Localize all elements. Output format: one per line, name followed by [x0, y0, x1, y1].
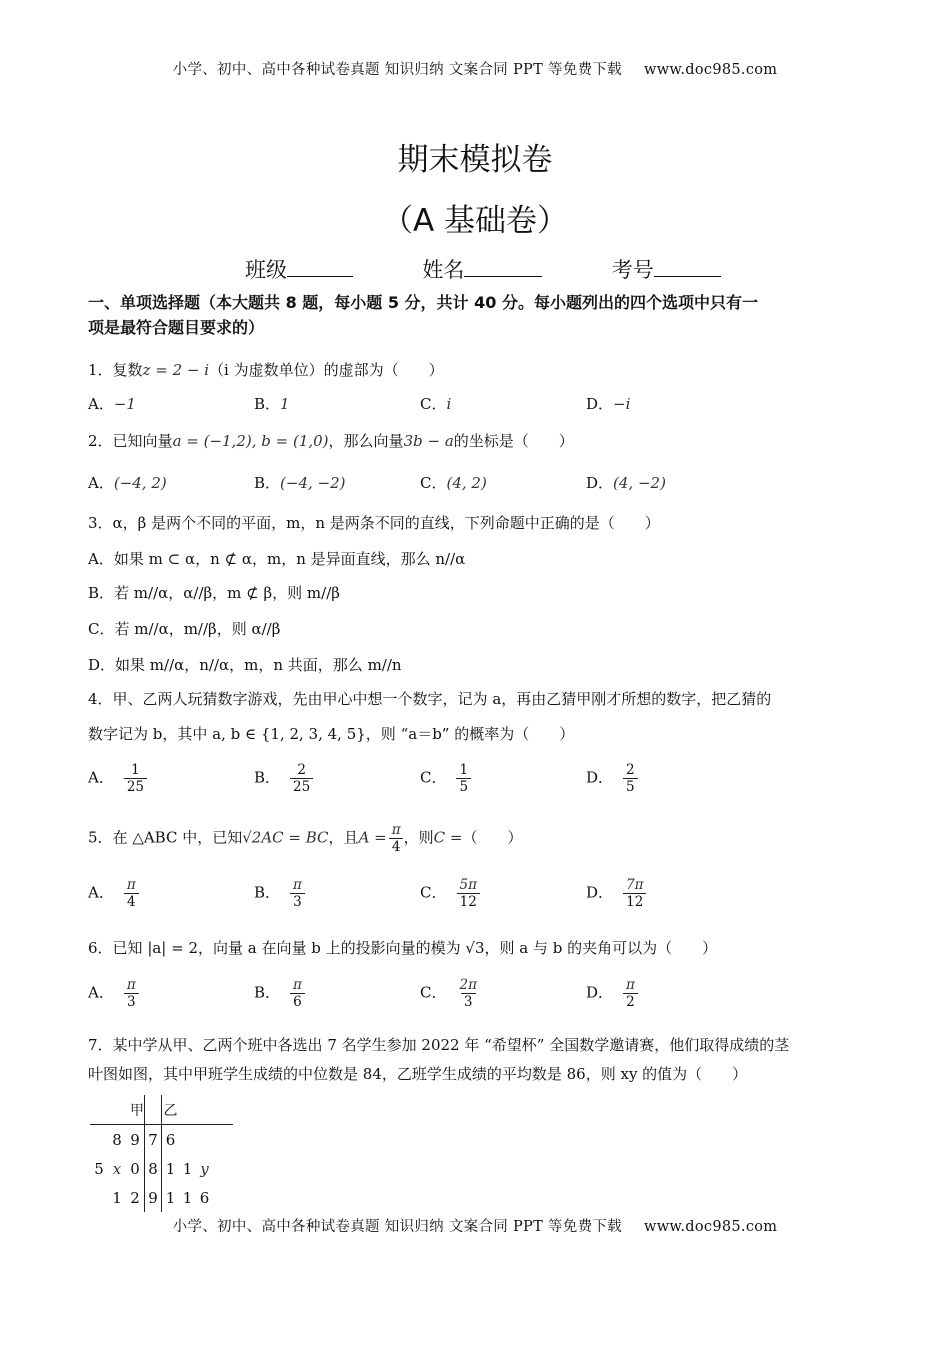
stem-leaf-row: 8 9 7 6 [90, 1125, 233, 1155]
question-2 [88, 430, 574, 451]
option-b[interactable]: B．若 m//α，α//β，m ⊄ β，则 m//β [88, 584, 340, 602]
question-7-line2: 叶图如图，其中甲班学生成绩的中位数是 84，乙班学生成绩的平均数是 86，则 xy 的值为（ ） [88, 1065, 748, 1083]
name-blank[interactable] [464, 256, 542, 277]
question-text: 已知 |a| = 2，向量 a 在向量 b 上的投影向量的模为 √3，则 a 与 b 的夹角可以为（ ） [112, 939, 718, 957]
stem-leaf-header [90, 1095, 233, 1125]
math-expr: z = 2 − i [142, 361, 210, 379]
option-a[interactable]: A．(−4, 2) [88, 474, 167, 492]
stem-leaf-row: 5 x 0 8 1 1 y [90, 1154, 233, 1183]
page-header [0, 58, 950, 79]
option-a[interactable]: A．−1 [88, 395, 136, 413]
question-7 [88, 1034, 789, 1055]
option-b[interactable]: B． $\frac{\pi}{3}$ [254, 877, 305, 910]
option-b[interactable]: B．1 [254, 395, 290, 413]
class-blank[interactable] [287, 256, 353, 277]
question-6 [88, 937, 717, 958]
option-c[interactable]: C．若 m//α，m//β，则 α//β [88, 620, 281, 638]
math-expr: C = [433, 828, 463, 847]
question-text: 复数 [112, 361, 143, 379]
question-text: 在 △ABC 中，已知 [112, 828, 243, 847]
question-1 [88, 359, 444, 380]
sqrt-sign: √ [242, 828, 252, 847]
stem-value: 9 [145, 1183, 162, 1212]
question-5 [88, 822, 522, 855]
question-text: 某中学从甲、乙两个班中各选出 7 名学生参加 2022 年 “希望杯” 全国数学邀请赛，他们取得成绩的茎 [112, 1036, 790, 1054]
question-text: 已知向量 [112, 432, 173, 450]
question-number: 7． [88, 1036, 113, 1054]
question-number: 2． [88, 432, 113, 450]
name-label: 姓名 [422, 258, 465, 282]
option-a[interactable]: A．如果 m ⊂ α，n ⊄ α，m，n 是异面直线，那么 n//α [88, 550, 466, 568]
option-b[interactable]: B． $\frac{\pi}{6}$ [254, 977, 305, 1010]
page-subtitle: （A 基础卷） [381, 203, 569, 239]
page-title: 期末模拟卷 [397, 142, 553, 178]
option-c[interactable]: C．i [420, 395, 452, 413]
stem-leaf-plot [90, 1095, 233, 1212]
question-text: ，那么向量 [328, 432, 404, 450]
section-heading [88, 290, 868, 340]
option-a[interactable]: A． $\frac{1}{25}$ [88, 762, 147, 795]
question-text: ，则 [403, 828, 434, 847]
stem-value: 8 [145, 1154, 162, 1183]
number-blank[interactable] [654, 256, 721, 277]
option-c[interactable]: C． $\frac{2\pi}{3}$ [420, 977, 477, 1010]
section-heading-line1: 一、单项选择题（本大题共 8 题，每小题 5 分，共计 40 分。每小题列出的四个选项中只有一 [88, 293, 758, 312]
option-c[interactable]: C． $\frac{1}{5}$ [420, 762, 471, 795]
question-3 [88, 512, 660, 533]
option-b[interactable]: B．(−4, −2) [254, 474, 346, 492]
math-expr: 2AC = BC [251, 828, 329, 847]
question-number: 1． [88, 361, 113, 379]
question-text: ，且 [328, 828, 359, 847]
question-text: （i 为虚数单位）的虚部为（ ） [209, 361, 444, 379]
option-d[interactable]: D． $\frac{2}{5}$ [586, 762, 638, 795]
question-number: 5． [88, 828, 113, 847]
question-number: 4． [88, 690, 113, 708]
class-label: 班级 [245, 258, 287, 282]
question-4-line2: 数字记为 b，其中 a, b ∈ {1, 2, 3, 4, 5}，则 “a＝b” 的概率为（ ） [88, 725, 575, 743]
question-text: 甲、乙两人玩猜数字游戏，先由甲心中想一个数字，记为 a，再由乙猜甲刚才所想的数字，把乙猜的 [112, 690, 772, 708]
footer-url[interactable]: www.doc985.com [643, 1219, 778, 1235]
page-footer [0, 1215, 950, 1236]
option-d[interactable]: D． $\frac{7\pi}{12}$ [586, 877, 647, 910]
question-number: 6． [88, 939, 113, 957]
frac-den: 4 [389, 838, 404, 855]
option-d[interactable]: D．−i [586, 395, 631, 413]
question-text: 的坐标是（ ） [453, 432, 574, 450]
footer-text: 小学、初中、高中各种试卷真题 知识归纳 文案合同 PPT 等免费下载 [172, 1219, 622, 1235]
question-number: 3． [88, 514, 113, 532]
option-c[interactable]: C．(4, 2) [420, 474, 487, 492]
math-expr: a = (−1,2), b = (1,0) [172, 432, 329, 450]
header-url[interactable]: www.doc985.com [643, 62, 778, 78]
option-a[interactable]: A． $\frac{\pi}{4}$ [88, 877, 139, 910]
section-heading-line2: 项是最符合题目要求的） [88, 318, 265, 337]
head-right: 乙 [162, 1095, 180, 1125]
option-d[interactable]: D． $\frac{\pi}{2}$ [586, 977, 638, 1010]
number-label: 考号 [611, 258, 654, 282]
head-left: 甲 [126, 1095, 145, 1125]
option-d[interactable]: D．如果 m//α，n//α，m，n 共面，那么 m//n [88, 656, 402, 674]
question-text: α，β 是两个不同的平面，m，n 是两条不同的直线，下列命题中正确的是（ ） [112, 514, 660, 532]
student-info-fields [245, 254, 721, 284]
option-a[interactable]: A． $\frac{\pi}{3}$ [88, 977, 139, 1010]
math-expr: A = [358, 828, 387, 847]
option-b[interactable]: B． $\frac{2}{25}$ [254, 762, 313, 795]
math-expr: 3b − a [403, 432, 454, 450]
question-text: （ ） [462, 828, 523, 847]
header-text: 小学、初中、高中各种试卷真题 知识归纳 文案合同 PPT 等免费下载 [172, 62, 622, 78]
option-d[interactable]: D．(4, −2) [586, 474, 666, 492]
option-c[interactable]: C． $\frac{5\pi}{12}$ [420, 877, 480, 910]
question-4 [88, 688, 771, 709]
stem-value: 7 [145, 1125, 162, 1155]
stem-leaf-row: 1 2 9 1 1 6 [90, 1183, 233, 1212]
frac-num: π [391, 822, 401, 838]
